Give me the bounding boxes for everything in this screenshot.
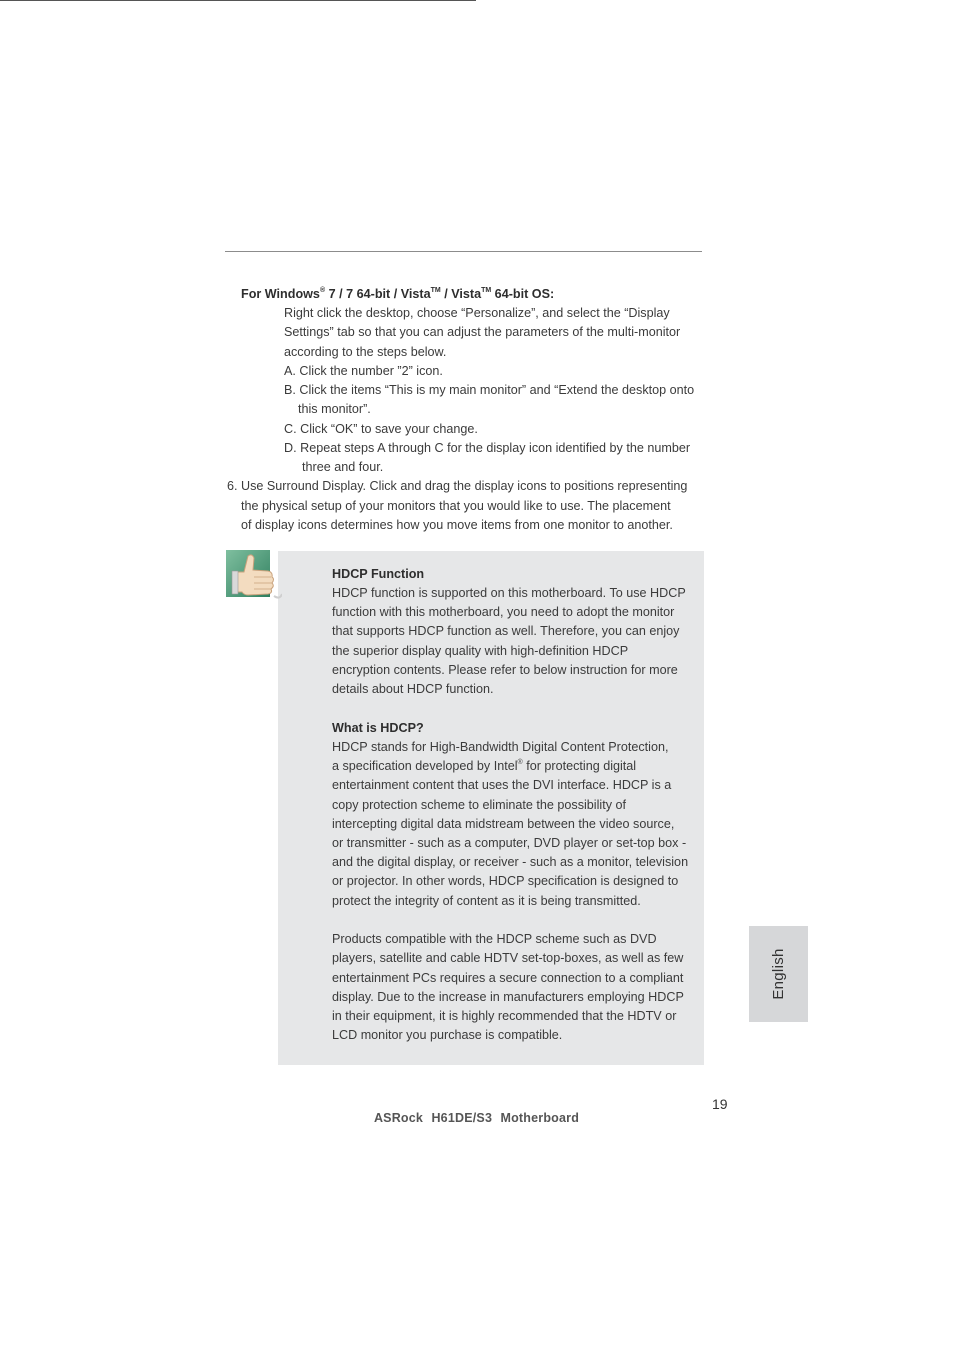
what-is-hdcp-title: What is HDCP? <box>332 721 424 735</box>
what-text: or projector. In other words, HDCP specification is designed to <box>332 874 679 888</box>
products-text: players, satellite and cable HDTV set-top-boxes, as well as few <box>332 951 684 965</box>
what-text: protect the integrity of content as it is being transmitted. <box>332 894 641 908</box>
hdcp-text: details about HDCP function. <box>332 682 494 696</box>
step-d: D. Repeat steps A through C for the display icon identified by the number <box>284 441 691 455</box>
what-text: a specification developed by Intel® for protecting digital <box>332 758 637 773</box>
intro-line: according to the steps below. <box>284 345 447 359</box>
products-text: entertainment PCs requires a secure connection to a compliant <box>332 971 684 985</box>
hdcp-text: HDCP function is supported on this motherboard. To use HDCP <box>332 586 686 600</box>
language-label: English <box>770 948 787 1000</box>
step-b: B. Click the items “This is my main monitor” and “Extend the desktop onto <box>284 383 695 397</box>
hdcp-text: that supports HDCP function as well. Therefore, you can enjoy <box>332 624 680 638</box>
hdcp-text: function with this motherboard, you need to adopt the monitor <box>332 605 675 619</box>
step-a: A. Click the number ”2” icon. <box>284 364 443 378</box>
intro-line: Right click the desktop, choose “Personalize”, and select the “Display <box>284 306 670 320</box>
step-6: 6. Use Surround Display. Click and drag the display icons to positions representing <box>227 479 688 493</box>
step-6-cont: of display icons determines how you move items from one monitor to another. <box>241 518 673 532</box>
header-divider <box>225 251 702 252</box>
step-d-cont: three and four. <box>302 460 384 474</box>
products-text: Products compatible with the HDCP scheme such as DVD <box>332 932 657 946</box>
step-c: C. Click “OK” to save your change. <box>284 422 478 436</box>
hdcp-text: the superior display quality with high-definition HDCP <box>332 644 629 658</box>
step-6-cont: the physical setup of your monitors that you would like to use. The placement <box>241 499 671 513</box>
what-text: intercepting digital data midstream between the video source, <box>332 817 675 831</box>
page-number: 19 <box>712 1096 728 1112</box>
products-text: display. Due to the increase in manufacturers employing HDCP <box>332 990 684 1004</box>
products-text: LCD monitor you purchase is compatible. <box>332 1028 563 1042</box>
what-text: HDCP stands for High-Bandwidth Digital Content Protection, <box>332 740 669 754</box>
step-b-cont: this monitor”. <box>298 402 371 416</box>
what-text: or transmitter - such as a computer, DVD player or set-top box - <box>332 836 687 850</box>
thumbs-up-icon <box>226 550 282 602</box>
hdcp-text: encryption contents. Please refer to below instruction for more <box>332 663 678 677</box>
intro-line: Settings” tab so that you can adjust the parameters of the multi-monitor <box>284 325 681 339</box>
what-text: and the digital display, or receiver - such as a monitor, television <box>332 855 689 869</box>
what-text: entertainment content that uses the DVI interface. HDCP is a <box>332 778 672 792</box>
language-tab <box>749 926 808 1022</box>
what-text: copy protection scheme to eliminate the possibility of <box>332 798 627 812</box>
windows-heading: For Windows® 7 / 7 64-bit / Vista™ / Vista™ 64-bit OS: <box>241 286 555 301</box>
footer-title: ASRock H61DE/S3 Motherboard <box>373 1111 580 1125</box>
footer-divider <box>0 0 476 1</box>
products-text: in their equipment, it is highly recommended that the HDTV or <box>332 1009 677 1023</box>
hdcp-function-title: HDCP Function <box>332 567 425 581</box>
